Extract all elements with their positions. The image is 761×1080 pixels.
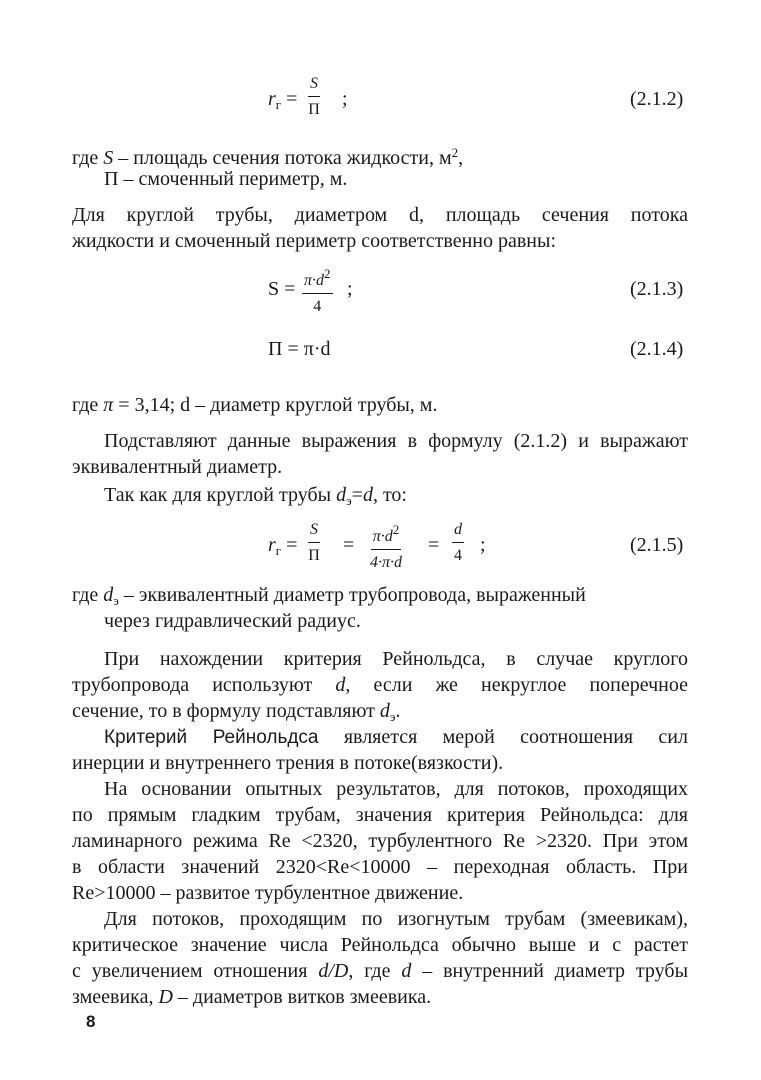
paragraph-line: Критерий Рейнольдса является мерой соотношения сил [104,726,688,748]
equation-2-1-2: $r_г$ = [268,88,298,112]
paragraph-line: ламинарного режима Re <2320, турбулентного Re >2320. При этом [72,830,688,852]
fraction-1: S П [308,518,320,569]
equation-2-1-3: S = [268,278,296,300]
paragraph-line: жидкости и смоченный периметр соответственно равны: [72,230,557,252]
bold-term: Критерий Рейнольдса [104,727,319,748]
equation-label: (2.1.2) [630,88,684,110]
paragraph-line: сечение, то в формулу подставляют $d_э$. [72,700,401,724]
fraction-s-over-p: S П [308,72,320,123]
fraction-2: $\pi\cdot d^2$ 4·π·d [370,518,402,576]
paragraph-line: При нахождении критерия Рейнольдса, в случае круглого [104,648,688,670]
text-line: через гидравлический радиус. [104,610,361,632]
equation-label: (2.1.5) [630,534,684,556]
paragraph-line: Для потоков, проходящим по изогнутым трубам (змеевикам), [104,908,688,930]
paragraph-line: змеевика, D – диаметров витков змеевика. [72,986,432,1008]
text-line: где S – площадь сечения потока жидкости, $м^2$, [72,145,464,169]
paragraph-line: Подставляют данные выражения в формулу (2.1.2) и выражают [104,430,688,452]
equation-2-1-5: $r_г$ = [268,534,298,558]
paragraph-line: с увеличением отношения d/D, где d – внутренний диаметр трубы [72,960,689,982]
paragraph-line: На основании опытных результатов, для потоков, проходящих [104,778,688,800]
text-line: где $d_э$ – эквивалентный диаметр трубопровода, выраженный [72,584,586,608]
paragraph-line: по прямым гладким трубам, значения критерия Рейнольдса: для [72,804,688,826]
paragraph-line: в области значений 2320<Re<10000 – переходная область. При [72,856,688,878]
text-line: где π = 3,14; d – диаметр круглой трубы, м. [72,394,438,416]
equation-label: (2.1.3) [630,278,684,300]
paragraph-line: Для круглой трубы, диаметром d, площадь сечения потока [72,204,688,226]
page-number: 8 [86,1012,96,1031]
paragraph-line: инерции и внутреннего трения в потоке(вязкости). [72,752,504,774]
paragraph-line: трубопровода используют d, если же некруглое поперечное [72,674,689,696]
fraction-area: $\pi\cdot d^2$ 4 [302,262,333,320]
equation-label: (2.1.4) [630,338,684,360]
paragraph-line: критическое значение числа Рейнольдса обычно выше и с растет [72,934,688,956]
equation-2-1-4: П = π·d [268,338,331,360]
paragraph-line: эквивалентный диаметр. [72,456,283,478]
paragraph-line: Re>10000 – развитое турбулентное движение. [72,882,464,904]
text-line: Так как для круглой трубы $d_э=d$, то: [104,484,407,508]
text-line: П – смоченный периметр, м. [104,168,348,190]
fraction-3: d 4 [452,518,464,569]
